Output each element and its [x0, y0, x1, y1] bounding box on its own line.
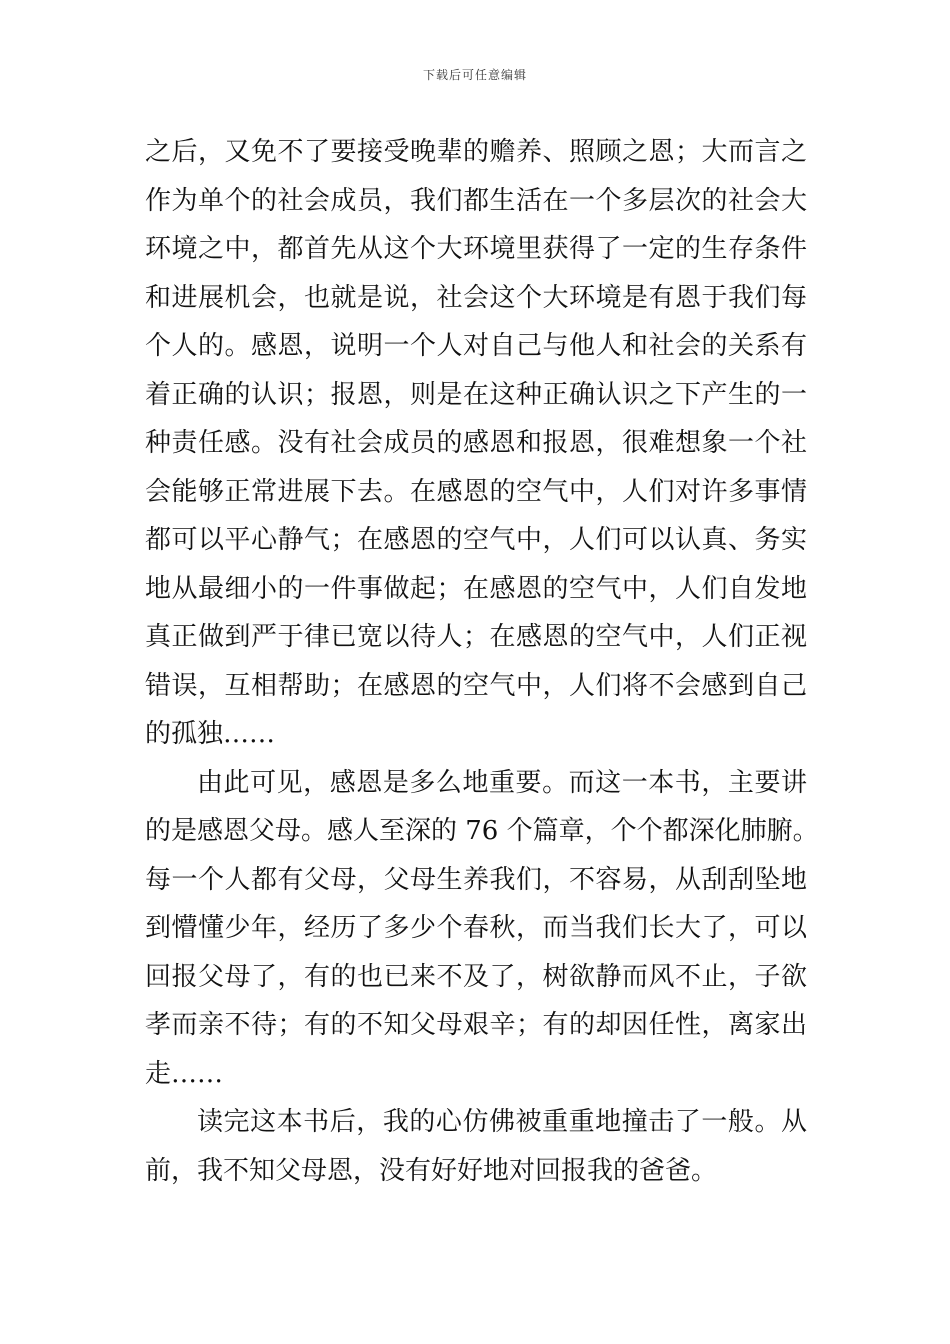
text-line: 真正做到严于律已宽以待人；在感恩的空气中，人们正视	[145, 622, 807, 652]
text-line: 会能够正常进展下去。在感恩的空气中，人们对许多事情	[145, 476, 807, 507]
text-line: 都可以平心静气；在感恩的空气中，人们可以认真、务实	[145, 525, 807, 555]
text-line: 走……	[145, 1058, 224, 1089]
text-line: 环境之中，都首先从这个大环境里获得了一定的生存条件	[145, 234, 807, 264]
text-line: 到懵懂少年，经历了多少个春秋，而当我们长大了，可以	[145, 913, 807, 943]
text-line: 的是感恩父母。感人至深的 76 个篇章，个个都深化肺腑。	[145, 816, 819, 846]
text-line: 读完这本书后，我的心仿佛被重重地撞击了一般。从	[197, 1107, 807, 1137]
text-line: 作为单个的社会成员，我们都生活在一个多层次的社会大	[145, 185, 807, 216]
paragraph-3	[145, 1098, 807, 1195]
text-line: 错误，互相帮助；在感恩的空气中，人们将不会感到自己	[145, 670, 807, 701]
text-line: 孝而亲不待；有的不知父母艰辛；有的却因任性，离家出	[145, 1010, 807, 1040]
page-header: 下载后可任意编辑	[422, 68, 527, 82]
document-body	[145, 128, 819, 1195]
text-line: 和进展机会，也就是说，社会这个大环境是有恩于我们每	[145, 282, 807, 313]
text-line: 回报父母了，有的也已来不及了，树欲静而风不止，子欲	[145, 961, 807, 992]
text-line: 前，我不知父母恩，没有好好地对回报我的爸爸。	[145, 1155, 718, 1186]
text-line: 的孤独……	[145, 719, 276, 749]
text-line: 着正确的认识；报恩，则是在这种正确认识之下产生的一	[145, 379, 807, 410]
text-line: 种责任感。没有社会成员的感恩和报恩，很难想象一个社	[145, 428, 807, 458]
text-line: 之后，又免不了要接受晚辈的赡养、照顾之恩；大而言之	[145, 137, 807, 167]
paragraph-1	[145, 128, 807, 759]
text-line: 每一个人都有父母，父母生养我们，不容易，从刮刮坠地	[145, 864, 807, 895]
text-line: 地从最细小的一件事做起；在感恩的空气中，人们自发地	[145, 573, 807, 604]
text-line: 个人的。感恩，说明一个人对自己与他人和社会的关系有	[145, 331, 807, 361]
text-line: 由此可见，感恩是多么地重要。而这一本书，主要讲	[197, 767, 807, 798]
paragraph-2	[145, 759, 819, 1099]
